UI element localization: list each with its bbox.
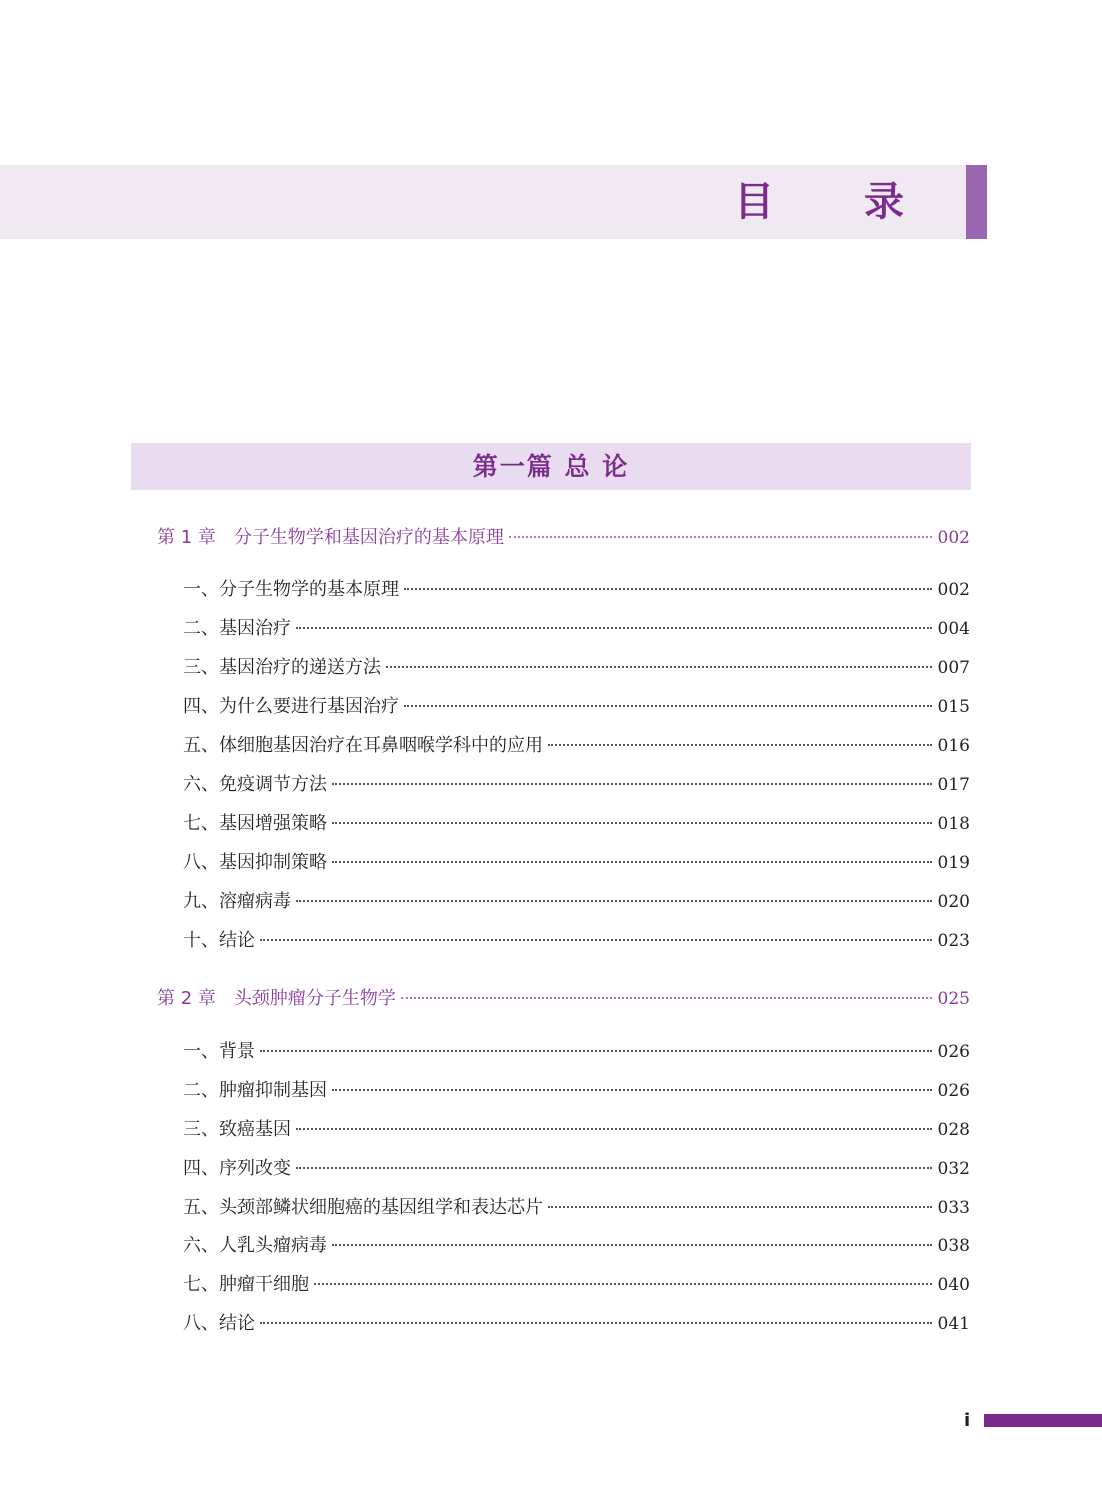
toc-section[interactable] — [0, 692, 970, 718]
leader-dots — [314, 1283, 932, 1285]
chapter-title: 分子生物学和基因治疗的基本原理 — [233, 527, 504, 548]
toc-section[interactable] — [0, 731, 970, 757]
section-label: 三、致癌基因 — [183, 1119, 291, 1140]
title-accent-bar — [966, 165, 987, 239]
section-page: 002 — [937, 580, 970, 600]
toc-section[interactable] — [0, 887, 970, 913]
chapter-page: 025 — [937, 989, 970, 1009]
leader-dots — [401, 997, 932, 999]
section-label: 八、基因抑制策略 — [183, 852, 327, 873]
section-label: 六、免疫调节方法 — [183, 774, 327, 795]
toc-section[interactable] — [0, 770, 970, 796]
section-page: 007 — [937, 658, 970, 678]
section-label: 七、肿瘤干细胞 — [183, 1274, 309, 1295]
section-page: 015 — [937, 697, 970, 717]
toc-section[interactable] — [0, 1231, 970, 1257]
leader-dots — [404, 588, 932, 590]
toc-section[interactable] — [0, 1270, 970, 1296]
section-label: 一、分子生物学的基本原理 — [183, 579, 399, 600]
section-page: 038 — [937, 1236, 970, 1256]
chapter-number: 第 1 章 — [157, 527, 216, 548]
leader-dots — [509, 536, 932, 538]
toc-section[interactable] — [0, 1076, 970, 1102]
toc-section[interactable] — [0, 614, 970, 640]
chapter-number: 第 2 章 — [157, 988, 216, 1009]
section-page: 016 — [937, 736, 970, 756]
part-heading: 第一篇 总 论 — [131, 443, 971, 490]
section-page: 041 — [937, 1314, 970, 1334]
section-page: 032 — [937, 1159, 970, 1179]
section-label: 五、体细胞基因治疗在耳鼻咽喉学科中的应用 — [183, 735, 543, 756]
section-label: 三、基因治疗的递送方法 — [183, 657, 381, 678]
toc-section[interactable] — [0, 575, 970, 601]
leader-dots — [332, 1244, 932, 1246]
section-label: 二、基因治疗 — [183, 618, 291, 639]
section-page: 033 — [937, 1198, 970, 1218]
leader-dots — [260, 939, 932, 941]
leader-dots — [404, 705, 932, 707]
toc-section[interactable] — [0, 848, 970, 874]
leader-dots — [548, 1206, 932, 1208]
leader-dots — [296, 627, 932, 629]
toc-section[interactable] — [0, 1154, 970, 1180]
leader-dots — [332, 783, 932, 785]
toc-section[interactable] — [0, 1193, 970, 1219]
toc-section[interactable] — [0, 1037, 970, 1063]
page-title: 目 录 — [734, 179, 942, 225]
section-page: 018 — [937, 814, 970, 834]
section-label: 二、肿瘤抑制基因 — [183, 1080, 327, 1101]
section-page: 017 — [937, 775, 970, 795]
leader-dots — [296, 1167, 932, 1169]
section-page: 026 — [937, 1081, 970, 1101]
section-label: 五、头颈部鳞状细胞癌的基因组学和表达芯片 — [183, 1197, 543, 1218]
chapter-page: 002 — [937, 528, 970, 548]
toc-section[interactable] — [0, 926, 970, 952]
leader-dots — [260, 1050, 932, 1052]
chapter-title: 头颈肿瘤分子生物学 — [233, 988, 396, 1009]
toc-chapter-2[interactable] — [0, 984, 970, 1010]
section-page: 004 — [937, 619, 970, 639]
leader-dots — [332, 1089, 932, 1091]
leader-dots — [332, 822, 932, 824]
toc-section[interactable] — [0, 1115, 970, 1141]
section-page: 019 — [937, 853, 970, 873]
footer-page-number: i — [964, 1410, 971, 1431]
section-label: 一、背景 — [183, 1041, 255, 1062]
footer-accent-bar — [984, 1414, 1102, 1427]
leader-dots — [386, 666, 932, 668]
toc-chapter-1[interactable] — [0, 523, 970, 549]
leader-dots — [260, 1322, 932, 1324]
leader-dots — [548, 744, 932, 746]
section-label: 七、基因增强策略 — [183, 813, 327, 834]
section-label: 九、溶瘤病毒 — [183, 891, 291, 912]
section-label: 四、为什么要进行基因治疗 — [183, 696, 399, 717]
section-page: 026 — [937, 1042, 970, 1062]
leader-dots — [296, 900, 932, 902]
section-page: 028 — [937, 1120, 970, 1140]
section-page: 040 — [937, 1275, 970, 1295]
section-label: 六、人乳头瘤病毒 — [183, 1235, 327, 1256]
leader-dots — [332, 861, 932, 863]
leader-dots — [296, 1128, 932, 1130]
section-page: 023 — [937, 931, 970, 951]
section-label: 四、序列改变 — [183, 1158, 291, 1179]
section-page: 020 — [937, 892, 970, 912]
toc-section[interactable] — [0, 653, 970, 679]
toc-section[interactable] — [0, 1309, 970, 1335]
section-label: 十、结论 — [183, 930, 255, 951]
toc-section[interactable] — [0, 809, 970, 835]
section-label: 八、结论 — [183, 1313, 255, 1334]
